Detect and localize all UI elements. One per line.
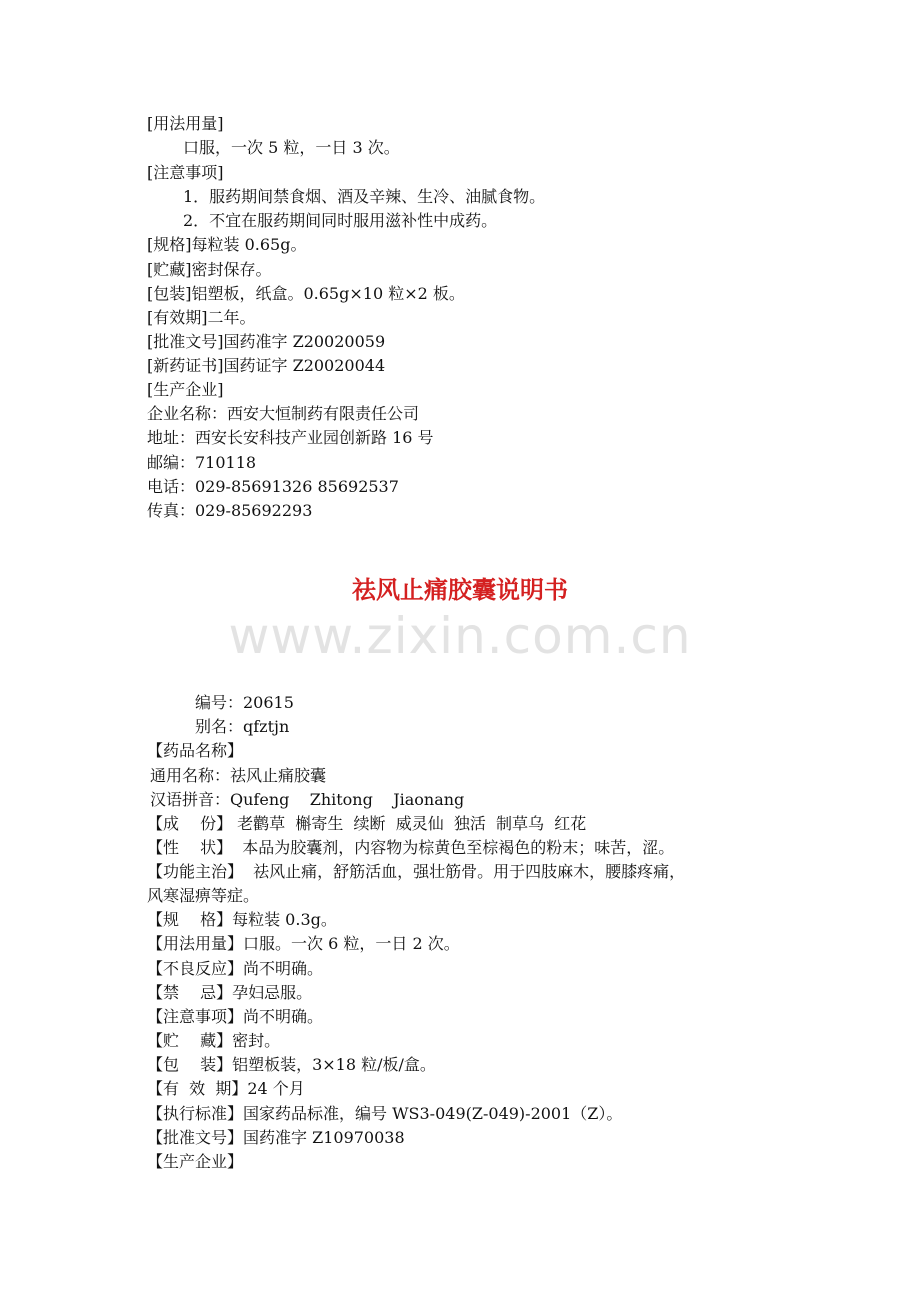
precautions-line: 【注意事项】尚不明确。 [147, 1007, 324, 1026]
address-line: 地址：西安长安科技产业园创新路 16 号 [147, 428, 434, 447]
spec-line-2: 【规 格】每粒装 0.3g。 [147, 910, 337, 929]
package-line-2: 【包 装】铝塑板装，3×18 粒/板/盒。 [147, 1055, 436, 1074]
company-line: 企业名称：西安大恒制药有限责任公司 [147, 404, 420, 423]
indications-line: 【功能主治】 祛风止痛，舒筋活血，强壮筋骨。用于四肢麻木，腰膝疼痛， [147, 862, 686, 881]
contraindications-line: 【禁 忌】孕妇忌服。 [147, 983, 313, 1002]
adverse-line: 【不良反应】尚不明确。 [147, 959, 324, 978]
note-item: 2．不宜在服药期间同时服用滋补性中成药。 [183, 211, 498, 230]
fax-line: 传真：029-85692293 [147, 501, 313, 520]
manufacturer-label-2: 【生产企业】 [147, 1152, 244, 1171]
standard-line: 【执行标准】国家药品标准，编号 WS3-049(Z-049)-2001（Z）。 [147, 1104, 623, 1123]
usage-line-2: 【用法用量】口服。一次 6 粒，一日 2 次。 [147, 934, 460, 953]
drug-name-label: 【药品名称】 [147, 741, 244, 760]
usage-label: [用法用量] [147, 114, 224, 133]
package-line: [包装]铝塑板，纸盒。0.65g×10 粒×2 板。 [147, 284, 465, 303]
approval-line: [批准文号]国药准字 Z20020059 [147, 332, 386, 351]
watermark: www.zixin.com.cn [228, 607, 692, 665]
serial-line: 编号：20615 [195, 693, 294, 712]
storage-line: [贮藏]密封保存。 [147, 260, 272, 279]
new-drug-cert-line: [新药证书]国药证字 Z20020044 [147, 356, 386, 375]
indications-continuation: 风寒湿痹等症。 [147, 886, 260, 905]
usage-text: 口服，一次 5 粒，一日 3 次。 [183, 138, 400, 157]
validity-line: [有效期]二年。 [147, 308, 256, 327]
spec-line: [规格]每粒装 0.65g。 [147, 235, 307, 254]
alias-line: 别名：qfztjn [195, 717, 290, 736]
approval-line-2: 【批准文号】国药准字 Z10970038 [147, 1128, 405, 1147]
document-title: 祛风止痛胶囊说明书 [352, 576, 568, 604]
pinyin-line: 汉语拼音：Qufeng Zhitong Jiaonang [150, 790, 465, 809]
generic-name-line: 通用名称：祛风止痛胶囊 [150, 766, 327, 785]
note-item: 1．服药期间禁食烟、酒及辛辣、生冷、油腻食物。 [183, 187, 546, 206]
ingredients-line: 【成 份】 老鹳草 槲寄生 续断 威灵仙 独活 制草乌 红花 [147, 814, 587, 833]
notes-label: [注意事项] [147, 163, 224, 182]
validity-line-2: 【有 效 期】24 个月 [147, 1079, 305, 1098]
storage-line-2: 【贮 藏】密封。 [147, 1031, 281, 1050]
properties-line: 【性 状】 本品为胶囊剂，内容物为棕黄色至棕褐色的粉末；味苦，涩。 [147, 838, 675, 857]
phone-line: 电话：029-85691326 85692537 [147, 477, 399, 496]
manufacturer-label: [生产企业] [147, 380, 224, 399]
postcode-line: 邮编：710118 [147, 453, 257, 472]
